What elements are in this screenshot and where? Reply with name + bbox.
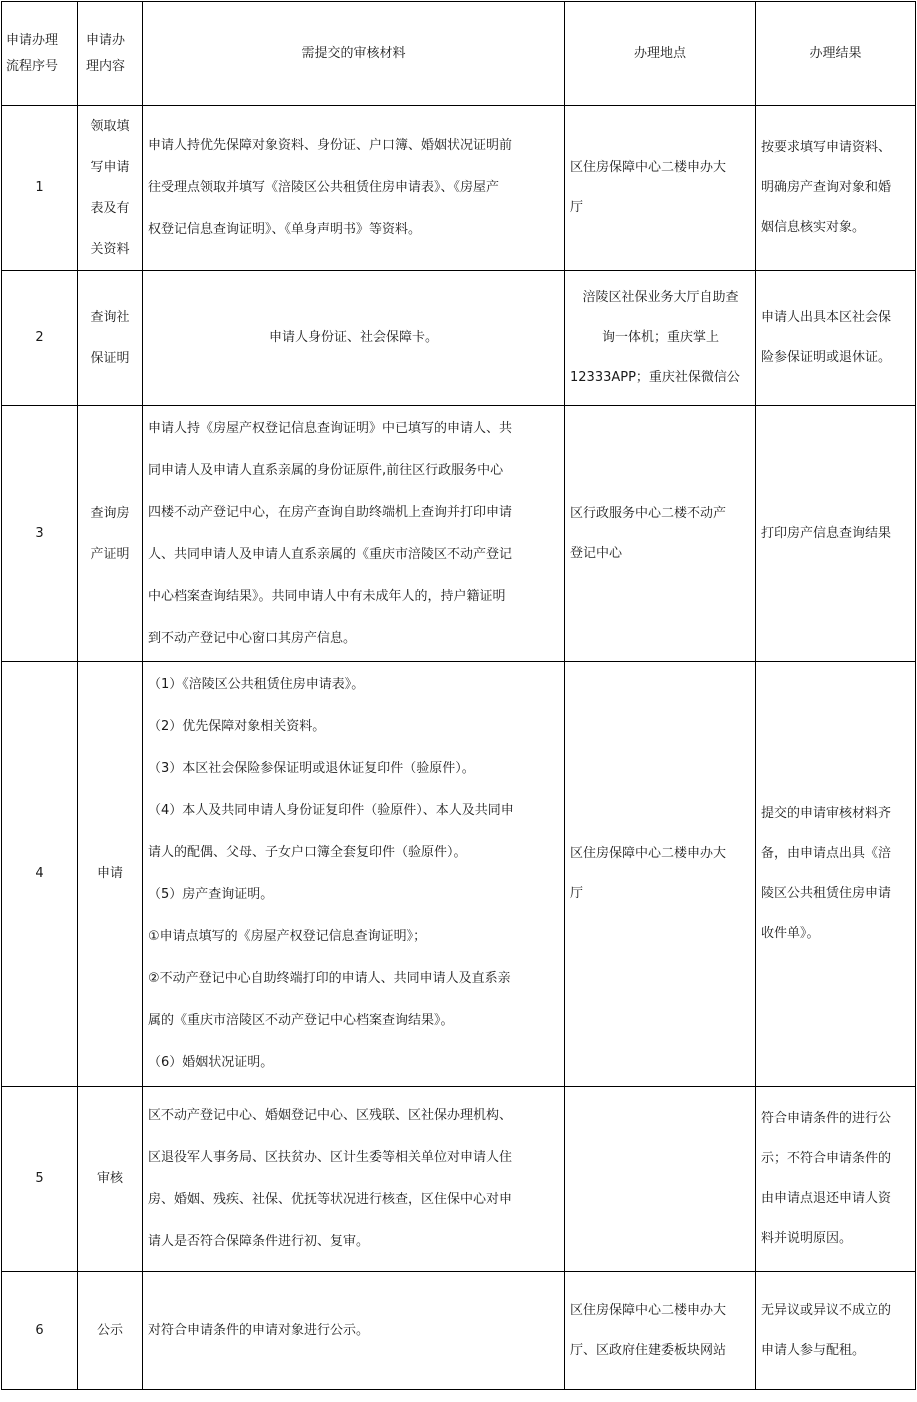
- place-line: 厅: [570, 200, 584, 215]
- materials-line: 权登记信息查询证明》、《单身声明书》等资料。: [148, 222, 422, 237]
- result-line: 明确房产查询对象和婚: [761, 180, 892, 195]
- content-line: 写申请: [90, 160, 130, 175]
- place-line: 12333APP；重庆社保微信公: [570, 370, 740, 385]
- materials-line: 四楼不动产登记中心，在房产查询自助终端机上查询并打印申请: [148, 504, 513, 520]
- row-result: [756, 271, 916, 406]
- row-content: [78, 406, 143, 662]
- materials-line: （1）《涪陵区公共租赁住房申请表》。: [148, 677, 365, 692]
- result-line: 姻信息核实对象。: [761, 220, 866, 235]
- row-step-number: 4: [2, 662, 78, 1087]
- row-result: [756, 106, 916, 271]
- row-step-number: 3: [2, 406, 78, 662]
- table-row: [2, 271, 916, 406]
- materials-line: ①申请点填写的《房屋产权登记信息查询证明》；: [148, 929, 427, 944]
- result-line: 料并说明原因。: [761, 1231, 853, 1246]
- materials-line: 区退役军人事务局、区扶贫办、区计生委等相关单位对申请人住: [148, 1150, 513, 1165]
- row-content: [78, 106, 143, 271]
- materials-line: （3）本区社会保险参保证明或退休证复印件（验原件）。: [148, 761, 475, 776]
- table-row: [2, 1087, 916, 1272]
- row-place: [565, 106, 756, 271]
- result-line: 示；不符合申请条件的: [761, 1151, 892, 1166]
- result-line: 陵区公共租赁住房申请: [761, 886, 892, 901]
- table-row: [2, 1272, 916, 1390]
- row-place: [565, 1272, 756, 1390]
- materials-line: 请人的配偶、父母、子女户口簿全套复印件（验原件）。: [148, 845, 467, 860]
- row-result: [756, 1272, 916, 1390]
- row-place: [565, 662, 756, 1087]
- materials-line: 到不动产登记中心窗口其房产信息。: [148, 630, 357, 646]
- result-line: 险参保证明或退休证。: [761, 350, 892, 365]
- row-place: [565, 406, 756, 662]
- row-content: 申请: [78, 662, 143, 1087]
- result-line: 符合申请条件的进行公: [761, 1111, 892, 1126]
- header-row: [2, 2, 916, 106]
- place-line: 涪陵区社保业务大厅自助查: [582, 290, 739, 305]
- materials-line: 房、婚姻、残疾、社保、优抚等状况进行核查，区住保中心对申: [148, 1192, 513, 1207]
- materials-line: 人、共同申请人及申请人直系亲属的《重庆市涪陵区不动产登记: [148, 546, 513, 562]
- row-result: [756, 662, 916, 1087]
- row-result: [756, 406, 916, 662]
- row-materials: [143, 662, 565, 1087]
- table-row: [2, 406, 916, 662]
- place-line: 登记中心: [570, 545, 623, 561]
- materials-line: 申请人持《房屋产权登记信息查询证明》中已填写的申请人、共: [148, 420, 513, 436]
- row-step-number: 2: [2, 271, 78, 406]
- result-line: 提交的申请审核材料齐: [761, 806, 892, 821]
- row-materials: [143, 406, 565, 662]
- content-line: 领取填: [90, 119, 130, 134]
- row-step-number: 5: [2, 1087, 78, 1272]
- place-line: 区住房保障中心二楼申办大: [570, 846, 727, 861]
- materials-line: （6）婚姻状况证明。: [148, 1055, 274, 1070]
- materials-line: （5）房产查询证明。: [148, 887, 274, 902]
- materials-line: 对符合申请条件的申请对象进行公示。: [148, 1322, 370, 1338]
- result-line: 打印房产信息查询结果: [761, 525, 892, 541]
- materials-line: 申请人持优先保障对象资料、身份证、户口簿、婚姻状况证明前: [148, 138, 513, 153]
- row-materials: [143, 271, 565, 406]
- materials-line: 往受理点领取并填写《涪陵区公共租赁住房申请表》、《房屋产: [148, 180, 500, 195]
- content-line: 表及有: [90, 201, 130, 216]
- result-line: 无异议或异议不成立的: [761, 1302, 892, 1318]
- place-line: 厅: [570, 886, 584, 901]
- row-content: 公示: [78, 1272, 143, 1390]
- result-line: 申请人参与配租。: [761, 1342, 866, 1358]
- row-materials: [143, 1272, 565, 1390]
- header-step: [2, 2, 78, 106]
- result-line: 按要求填写申请资料、: [761, 140, 892, 155]
- place-line: 厅、区政府住建委板块网站: [570, 1342, 727, 1358]
- materials-line: ②不动产登记中心自助终端打印的申请人、共同申请人及直系亲: [148, 971, 511, 986]
- place-line: 区行政服务中心二楼不动产: [570, 505, 727, 521]
- application-process-table-wrap: [1, 1, 915, 1390]
- materials-line: 同申请人及申请人直系亲属的身份证原件,前往区行政服务中心: [148, 462, 504, 478]
- header-materials: 需提交的审核材料: [143, 2, 565, 106]
- table-row: [2, 106, 916, 271]
- result-line: 备，由申请点出具《涪: [761, 846, 892, 861]
- header-step-line-1: 申请办理: [6, 32, 59, 48]
- row-materials: [143, 106, 565, 271]
- result-line: 申请人出具本区社会保: [761, 310, 892, 325]
- row-place: [565, 271, 756, 406]
- materials-line: （4）本人及共同申请人身份证复印件（验原件）、本人及共同申: [148, 803, 514, 818]
- row-materials: [143, 1087, 565, 1272]
- place-line: 区住房保障中心二楼申办大: [570, 160, 727, 175]
- materials-line: 申请人身份证、社会保障卡。: [268, 330, 438, 345]
- materials-line: 属的《重庆市涪陵区不动产登记中心档案查询结果》。: [148, 1013, 454, 1028]
- table-row: [2, 662, 916, 1087]
- row-step-number: 6: [2, 1272, 78, 1390]
- content-line: 查询社: [90, 310, 130, 325]
- result-line: 由申请点退还申请人资: [761, 1191, 892, 1206]
- place-line: 询一体机；重庆掌上: [601, 330, 719, 345]
- content-line: 产证明: [90, 546, 130, 562]
- header-result: 办理结果: [756, 2, 916, 106]
- row-result: [756, 1087, 916, 1272]
- application-process-table: [1, 1, 916, 1390]
- row-step-number: 1: [2, 106, 78, 271]
- place-line: 区住房保障中心二楼申办大: [570, 1302, 727, 1318]
- content-line: 保证明: [90, 351, 130, 366]
- row-content: 审核: [78, 1087, 143, 1272]
- materials-line: 中心档案查询结果》。共同申请人中有未成年人的，持户籍证明: [148, 588, 506, 604]
- header-content-line-2: 理内容: [86, 58, 126, 74]
- row-content: [78, 271, 143, 406]
- header-content-line-1: 申请办: [86, 32, 126, 48]
- content-line: 关资料: [90, 242, 130, 257]
- materials-line: 区不动产登记中心、婚姻登记中心、区残联、区社保办理机构、: [148, 1108, 513, 1123]
- content-line: 查询房: [90, 505, 130, 521]
- materials-line: 请人是否符合保障条件进行初、复审。: [148, 1234, 370, 1249]
- header-step-line-2: 流程序号: [6, 58, 59, 74]
- header-place: 办理地点: [565, 2, 756, 106]
- result-line: 收件单》。: [761, 926, 820, 941]
- materials-line: （2）优先保障对象相关资料。: [148, 719, 326, 734]
- row-place-empty: [565, 1087, 756, 1272]
- header-content: [78, 2, 143, 106]
